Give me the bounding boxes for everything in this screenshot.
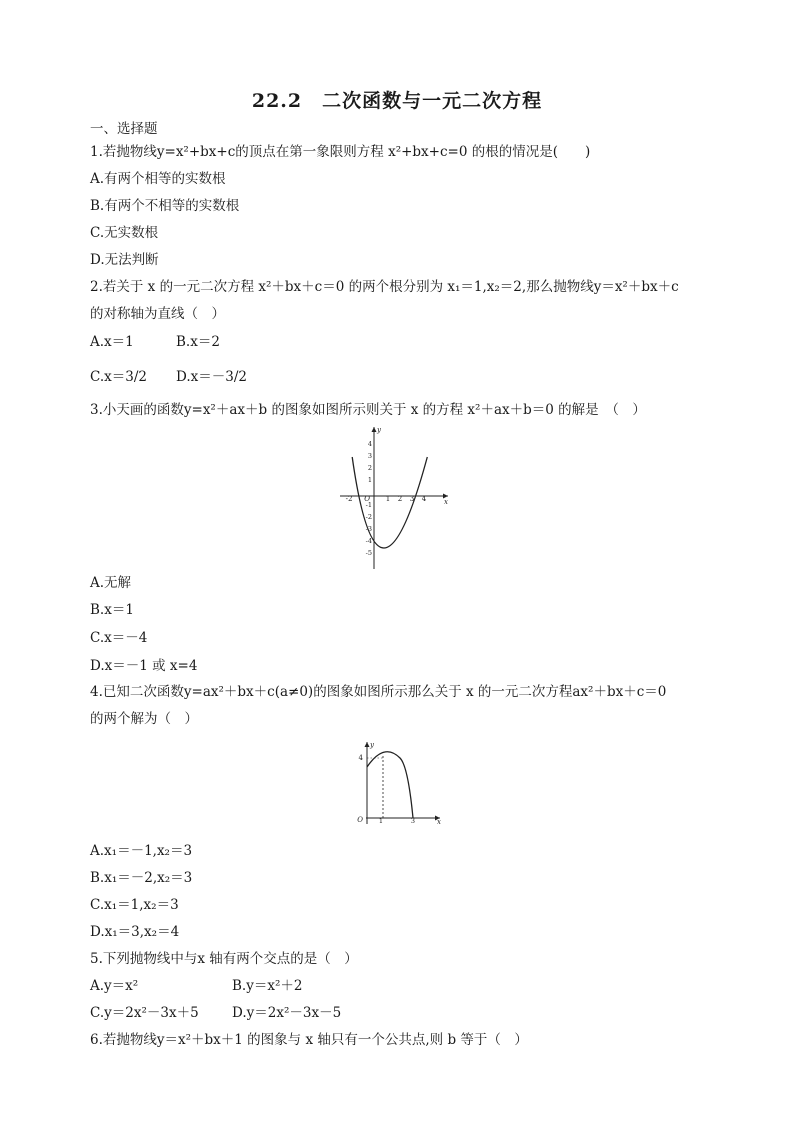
x-tick-label: -2 bbox=[345, 495, 353, 503]
question-1-option-b: B.有两个不相等的实数根 bbox=[90, 198, 240, 214]
question-4-option-c: C.x₁＝1,x₂＝3 bbox=[90, 897, 179, 913]
question-5-option-d: D.y＝2x²－3x－5 bbox=[232, 1005, 342, 1021]
question-2-option-c: C.x＝3/2 bbox=[90, 369, 147, 385]
question-4-option-a: A.x₁＝－1,x₂＝3 bbox=[90, 843, 193, 859]
question-1-option-d: D.无法判断 bbox=[90, 252, 159, 268]
question-2-option-a: A.x＝1 bbox=[90, 334, 134, 350]
y-tick-label: -2 bbox=[365, 513, 372, 521]
question-2-stem-line-2: 的对称轴为直线（ ） bbox=[90, 306, 225, 322]
question-1-option-a: A.有两个相等的实数根 bbox=[90, 171, 226, 187]
question-4-stem-line-2: 的两个解为（ ） bbox=[90, 711, 198, 727]
question-3-option-a: A.无解 bbox=[90, 575, 132, 591]
y-tick-label: 4 bbox=[358, 754, 363, 762]
y-axis-arrow-icon bbox=[365, 742, 370, 747]
question-3-option-b: B.x＝1 bbox=[90, 602, 134, 618]
x-tick-label: 3 bbox=[409, 495, 415, 503]
question-1-stem: 1.若抛物线y=x²+bx+c的顶点在第一象限则方程 x²+bx+c=0 的根的情况是( ) bbox=[90, 144, 591, 160]
y-tick-label: -1 bbox=[365, 501, 372, 509]
x-tick-label: 1 bbox=[378, 817, 384, 825]
page-title: 22.2 二次函数与一元二次方程 bbox=[251, 90, 543, 112]
question-3-parabola-graph bbox=[336, 423, 456, 571]
y-axis-arrow-icon bbox=[372, 427, 377, 432]
question-1-option-c: C.无实数根 bbox=[90, 225, 159, 241]
x-axis-label: x bbox=[437, 818, 441, 826]
y-axis-label: y bbox=[377, 426, 381, 434]
x-axis-label: x bbox=[444, 498, 448, 506]
y-tick-label: 2 bbox=[367, 464, 372, 472]
y-tick-label: -3 bbox=[365, 525, 372, 533]
question-4-option-b: B.x₁＝－2,x₂＝3 bbox=[90, 870, 193, 886]
y-tick-label: 4 bbox=[367, 440, 372, 448]
y-tick-label: 3 bbox=[367, 452, 372, 460]
question-3-stem: 3.小天画的函数y=x²＋ax＋b 的图象如图所示则关于 x 的方程 x²＋ax＋b＝0 的解是 （ ） bbox=[90, 402, 646, 418]
x-tick-label: 1 bbox=[385, 495, 391, 503]
origin-label: O bbox=[357, 816, 363, 824]
question-2-option-d: D.x＝－3/2 bbox=[176, 369, 247, 385]
question-5-option-c: C.y＝2x²－3x＋5 bbox=[90, 1005, 199, 1021]
section-heading: 一、选择题 bbox=[90, 121, 158, 137]
question-4-parabola-graph bbox=[352, 738, 446, 826]
question-5-stem: 5.下列抛物线中与x 轴有两个交点的是（ ） bbox=[90, 951, 358, 967]
question-6-stem: 6.若抛物线y＝x²＋bx＋1 的图象与 x 轴只有一个公共点,则 b 等于（ ） bbox=[90, 1032, 528, 1048]
x-tick-label: 4 bbox=[421, 495, 427, 503]
origin-label: O bbox=[364, 495, 370, 503]
question-5-option-b: B.y＝x²＋2 bbox=[232, 978, 303, 994]
y-axis-label: y bbox=[370, 741, 374, 749]
question-3-option-c: C.x＝－4 bbox=[90, 630, 148, 646]
question-3-option-d: D.x＝－1 或 x=4 bbox=[90, 658, 198, 674]
question-4-stem-line-1: 4.已知二次函数y=ax²＋bx＋c(a≠0)的图象如图所示那么关于 x 的一元二次方程ax²＋bx＋c＝0 bbox=[90, 684, 667, 700]
question-2-option-b: B.x＝2 bbox=[176, 334, 220, 350]
question-2-stem-line-1: 2.若关于 x 的一元二次方程 x²＋bx＋c＝0 的两个根分别为 x₁＝1,x₂＝2,那么抛物线y＝x²＋bx＋c bbox=[90, 279, 679, 295]
y-tick-label: -5 bbox=[365, 549, 372, 557]
x-tick-label: 2 bbox=[397, 495, 403, 503]
question-4-option-d: D.x₁＝3,x₂＝4 bbox=[90, 924, 180, 940]
parabola-curve bbox=[367, 752, 413, 818]
y-tick-label: -4 bbox=[365, 537, 372, 545]
y-tick-label: 1 bbox=[367, 476, 372, 484]
x-tick-label: 3 bbox=[410, 817, 416, 825]
question-5-option-a: A.y＝x² bbox=[90, 978, 139, 994]
